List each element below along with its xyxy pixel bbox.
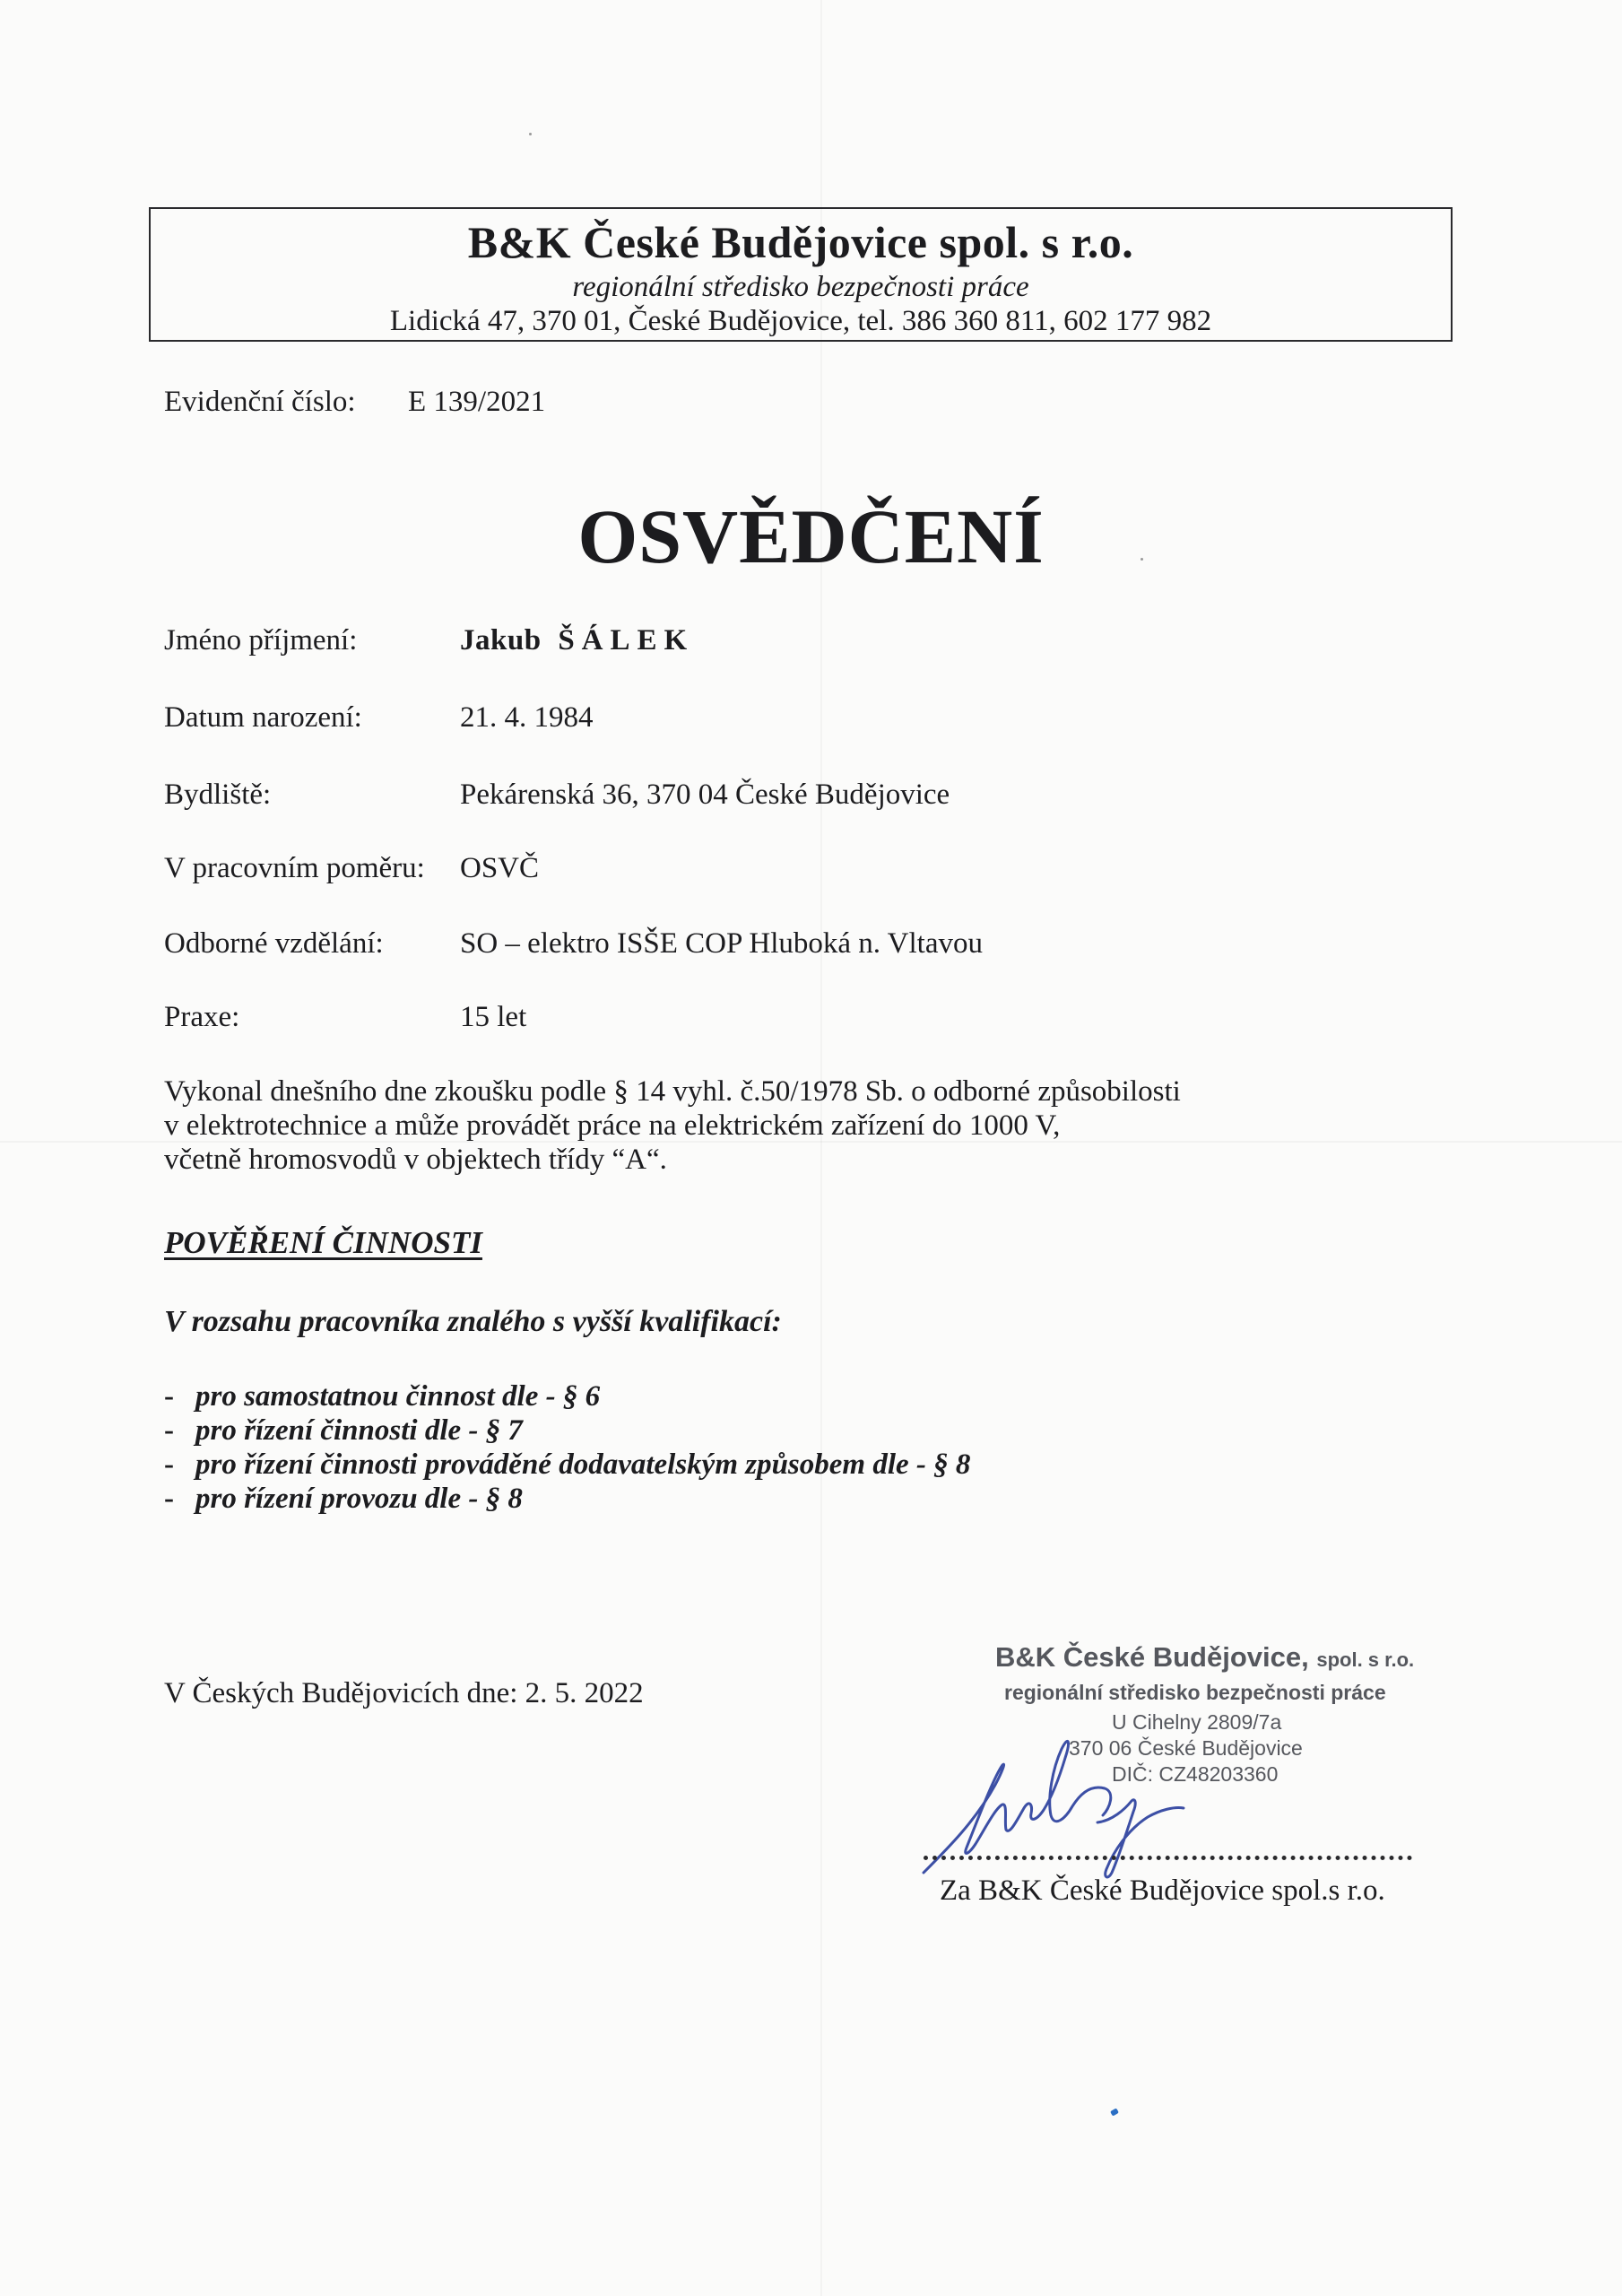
field-name xyxy=(164,621,1419,660)
letterhead-box xyxy=(149,207,1453,342)
authorization-heading: POVĚŘENÍ ČINNOSTI xyxy=(164,1225,482,1260)
field-value: SO – elektro ISŠE COP Hluboká n. Vltavou xyxy=(460,927,983,960)
authorization-scope: V rozsahu pracovníka znalého s vyšší kvalifikací: xyxy=(164,1305,782,1338)
field-employment xyxy=(164,848,1419,888)
company-subtitle: regionální středisko bezpečnosti práce xyxy=(572,271,1029,303)
field-label: Bydliště: xyxy=(164,778,272,811)
list-item-text: pro řízení činnosti dle - § 7 xyxy=(195,1414,523,1447)
registration-number xyxy=(164,384,546,420)
statement-line: v elektrotechnice a může provádět práce na elektrickém zařízení do 1000 V, xyxy=(164,1109,1061,1142)
registration-label: Evidenční číslo: xyxy=(164,386,356,418)
field-practice xyxy=(164,997,1419,1037)
field-value: OSVČ xyxy=(460,852,540,884)
stamp-company-suffix: spol. s r.o. xyxy=(1316,1648,1415,1671)
dash-bullet: - xyxy=(164,1483,174,1515)
list-item-text: pro samostatnou činnost dle - § 6 xyxy=(195,1380,601,1413)
statement-paragraph xyxy=(164,1074,1330,1177)
statement-line: Vykonal dnešního dne zkoušku podle § 14 vyhl. č.50/1978 Sb. o odborné způsobilosti xyxy=(164,1075,1181,1108)
stamp-line: 370 06 České Budějovice xyxy=(1069,1736,1303,1760)
stamp-line: regionální středisko bezpečnosti práce xyxy=(1004,1681,1386,1704)
document-title: OSVĚDČENÍ xyxy=(577,493,1045,579)
dash-bullet: - xyxy=(164,1414,174,1447)
holder-first-name: Jakub xyxy=(460,624,542,657)
paper-speck xyxy=(529,133,532,135)
stamp-line: DIČ: CZ48203360 xyxy=(1112,1762,1279,1786)
dash-bullet: - xyxy=(164,1380,174,1413)
field-label: Odborné vzdělání: xyxy=(164,927,384,960)
company-name: B&K České Budějovice spol. s r.o. xyxy=(467,217,1134,267)
field-value: 21. 4. 1984 xyxy=(460,701,594,734)
stamp-company: B&K České Budějovice, xyxy=(995,1641,1309,1673)
field-label: Datum narození: xyxy=(164,701,362,734)
holder-name xyxy=(460,621,694,660)
place-and-date: V Českých Budějovicích dne: 2. 5. 2022 xyxy=(164,1677,644,1709)
holder-last-name: ŠÁLEK xyxy=(558,624,695,657)
dash-bullet: - xyxy=(164,1448,174,1481)
signature-line xyxy=(924,1834,1412,1860)
company-address: Lidická 47, 370 01, České Budějovice, tel. 386 360 811, 602 177 982 xyxy=(389,305,1212,337)
stamp-line xyxy=(995,1639,1414,1678)
signature-caption: Za B&K České Budějovice spol.s r.o. xyxy=(940,1874,1385,1907)
field-education xyxy=(164,924,1419,963)
stamp-line: U Cihelny 2809/7a xyxy=(1112,1710,1282,1734)
list-item-text: pro řízení provozu dle - § 8 xyxy=(195,1483,523,1515)
registration-value: E 139/2021 xyxy=(408,386,546,418)
field-birth-date xyxy=(164,698,1419,737)
field-residence xyxy=(164,775,1419,814)
field-label: Jméno příjmení: xyxy=(164,624,358,657)
ink-speck xyxy=(1110,2108,1119,2116)
field-label: V pracovním poměru: xyxy=(164,852,425,884)
statement-line: včetně hromosvodů v objektech třídy “A“. xyxy=(164,1144,667,1176)
list-item-text: pro řízení činnosti prováděné dodavatelským způsobem dle - § 8 xyxy=(195,1448,971,1481)
field-label: Praxe: xyxy=(164,1001,240,1033)
field-value: 15 let xyxy=(460,1001,527,1033)
field-value: Pekárenská 36, 370 04 České Budějovice xyxy=(460,778,950,811)
